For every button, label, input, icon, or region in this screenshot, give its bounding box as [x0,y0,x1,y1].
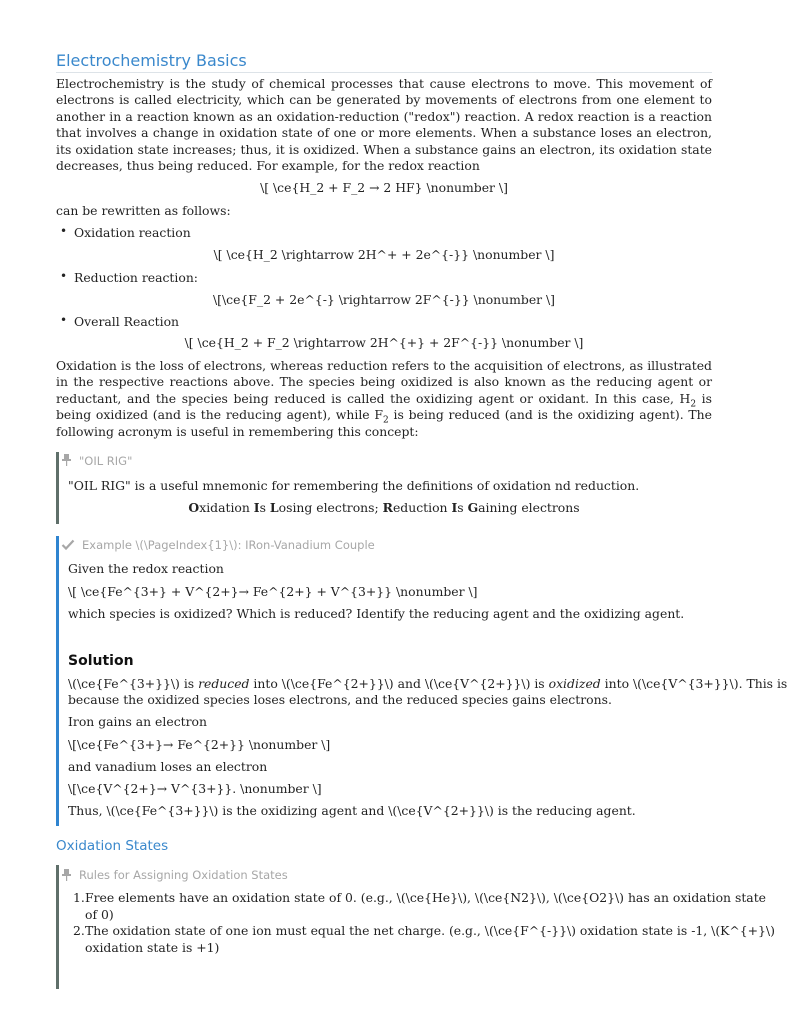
mnemonic-letter: G [467,500,479,515]
mnemonic-letter: I [451,500,458,515]
bullet-dot-2: • [60,269,68,283]
oxidation-paragraph [56,358,712,440]
solution-heading: Solution [68,653,134,669]
oilrig-header: "OIL RIG" [79,454,133,468]
rewritten-text: can be rewritten as follows: [56,203,231,218]
rule-1-line-2: of 0) [85,907,114,922]
page-title: Electrochemistry Basics [56,51,247,70]
sol-reduced: reduced [198,676,250,691]
check-icon [61,539,75,550]
rules-header: Rules for Assigning Oxidation States [79,868,288,882]
oilrig-text: "OIL RIG" is a useful mnemonic for remembering the definitions of oxidation nd reduction. [68,478,640,493]
sol-oxidized: oxidized [548,676,601,691]
bullet-dot-3: • [60,313,68,327]
f2-subscript: 2 [383,415,389,426]
intro-paragraph: Electrochemistry is the study of chemical processes that cause electrons to move. This movement of electrons is called electricity, which can be generated by movements of electrons from one element to another in a reaction known as an oxidation-reduction ("redox") reaction. A redox reaction is a reaction that involves a change in oxidation state of one or more elements. When a substance loses an electron, its oxidation state increases; thus, it is oxidized. When a substance gains an electron, its oxidation state decreases, thus being reduced. For example, for the redox reaction [56,76,712,174]
oilrig-mnemonic [56,500,712,515]
section-heading-oxidation-states: Oxidation States [56,838,169,854]
mnemonic-rest: osing electrons; [278,500,383,515]
title-divider [56,72,712,73]
vanadium-text: and vanadium loses an electron [68,759,268,774]
vanadium-equation: \[\ce{V^{2+}→ V^{3+}}. \nonumber \] [68,781,322,796]
sol-part-c: into \(\ce{V^{3+}}\). This is [600,676,787,691]
example-question: which species is oxidized? Which is reduced? Identify the reducing agent and the oxidizing agent. [68,606,685,621]
mnemonic-rest: eduction [392,500,452,515]
para2-part-a: Oxidation is the loss of electrons, whereas reduction refers to the acquisition of electrons, as illustrated in the respective reactions above. The species being oxidized is also known as the reducing agent or reductant, and the species being reduced is called the oxidizing agent or oxidant. In this case, H [56,358,712,406]
para2-part-b: is being oxidized (and is the reducing agent), while F [56,390,712,423]
solution-line-1 [68,676,787,692]
rules-bar [56,865,59,989]
bullet-label-oxidation: Oxidation reaction [74,225,191,240]
thus-text: Thus, \(\ce{Fe^{3+}}\) is the oxidizing agent and \(\ce{V^{2+}}\) is the reducing agent. [68,803,636,818]
h2-subscript: 2 [690,399,697,410]
mnemonic-rest: aining electrons [478,500,580,515]
pin-icon [62,869,71,881]
example-equation: \[ \ce{Fe^{3+} + V^{2+}→ Fe^{2+} + V^{3+}} \nonumber \] [68,584,478,599]
example-given: Given the redox reaction [68,561,224,576]
equation-overall: \[ \ce{H_2 + F_2 \rightarrow 2H^{+} + 2F^{-}} \nonumber \] [184,335,584,350]
sol-part-a: \(\ce{Fe^{3+}}\) is [68,676,199,691]
equation-oxidation: \[ \ce{H_2 \rightarrow 2H^+ + 2e^{-}} \nonumber \] [213,247,555,262]
mnemonic-rest: xidation [199,500,254,515]
mnemonic-letter: O [188,500,200,515]
mnemonic-rest: s [259,500,270,515]
mnemonic-letter: I [253,500,260,515]
rule-1-line-1: Free elements have an oxidation state of 0. (e.g., \(\ce{He}\), \(\ce{N2}\), \(\ce{O2}\) has an oxidation state [85,890,767,905]
rule-number: 2. [73,923,85,938]
bullet-label-reduction: Reduction reaction: [74,270,198,285]
example-bar [56,536,59,826]
equation-main: \[ \ce{H_2 + F_2 → 2 HF} \nonumber \] [260,180,508,195]
rule-2-line-2: oxidation state is +1) [85,940,220,955]
rule-number: 1. [73,890,85,905]
mnemonic-rest: s [457,500,468,515]
para2-part-c: is being reduced (and is the oxidizing agent). The following acronym is useful in remembering this concept: [56,407,712,439]
bullet-dot-1: • [60,224,68,238]
mnemonic-letter: R [382,500,393,515]
sol-part-b: into \(\ce{Fe^{2+}}\) and \(\ce{V^{2+}}\) is [249,676,549,691]
iron-equation: \[\ce{Fe^{3+}→ Fe^{2+}} \nonumber \] [68,737,331,752]
rule-2-line-1: The oxidation state of one ion must equal the net charge. (e.g., \(\ce{F^{-}}\) oxidation state is -1, \(K^{+}\) [85,923,775,938]
iron-text: Iron gains an electron [68,714,207,729]
bullet-label-overall: Overall Reaction [74,314,180,329]
pin-icon [62,454,71,466]
solution-line-2: because the oxidized species loses electrons, and the reduced species gains electrons. [68,692,612,707]
equation-reduction: \[\ce{F_2 + 2e^{-} \rightarrow 2F^{-}} \nonumber \] [212,292,556,307]
mnemonic-letter: L [269,500,279,515]
example-header: Example \(\PageIndex{1}\): IRon-Vanadium Couple [82,538,375,552]
